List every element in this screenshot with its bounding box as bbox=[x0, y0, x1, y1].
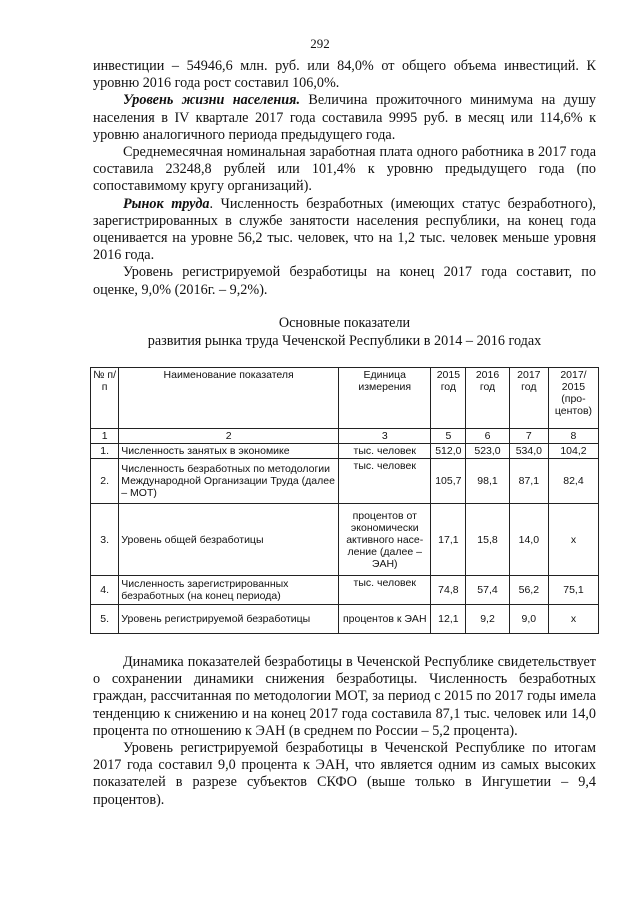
row-number: 5. bbox=[91, 605, 119, 634]
indicator-name: Уровень регистрируемой безработицы bbox=[119, 605, 339, 634]
heading-labor-market: Рынок труда bbox=[123, 195, 210, 212]
value-2016: 9,2 bbox=[466, 605, 510, 634]
unit: тыс. человек bbox=[339, 459, 431, 504]
column-number: 5 bbox=[431, 429, 466, 444]
value-2016: 98,1 bbox=[466, 459, 510, 504]
table-header-row bbox=[91, 368, 599, 429]
table-row bbox=[91, 444, 599, 459]
page-number: 292 bbox=[310, 36, 330, 51]
header-cell: Наименование показателя bbox=[119, 368, 339, 429]
indicator-name: Численность зарегистрированных безработных (на конец периода) bbox=[119, 576, 339, 605]
column-number: 3 bbox=[339, 429, 431, 444]
value-ratio: 82,4 bbox=[548, 459, 598, 504]
table-row bbox=[91, 576, 599, 605]
column-number: 7 bbox=[509, 429, 548, 444]
value-2017: 534,0 bbox=[509, 444, 548, 459]
row-number: 3. bbox=[91, 504, 119, 576]
text-upper bbox=[93, 58, 596, 350]
value-2017: 14,0 bbox=[509, 504, 548, 576]
value-ratio: х bbox=[548, 605, 598, 634]
table-title-line1: Основные показатели bbox=[278, 314, 411, 331]
header-cell: № п/п bbox=[91, 368, 119, 429]
unit: процентов от экономически активного насе-ление (далее – ЭАН) bbox=[339, 504, 431, 576]
paragraph-wages: Среднемесячная номинальная заработная плата одного работника в 2017 года составила 23248,8 рублей или 101,4% к уровню предыдущего года (по сопоставимому кругу организаций). bbox=[93, 144, 596, 195]
value-ratio: х bbox=[548, 504, 598, 576]
heading-living-standard: Уровень жизни населения. bbox=[123, 92, 301, 109]
header-cell: 2016 год bbox=[466, 368, 510, 429]
value-2016: 15,8 bbox=[466, 504, 510, 576]
paragraph-registered-level: Уровень регистрируемой безработицы в Чеченской Республике по итогам 2017 года составил 9,0 процента к ЭАН, что является одним из самых высоких показателей в разрезе субъектов СКФО (выше только в Ингушетии – 9,4 процентов). bbox=[93, 740, 596, 808]
column-number-row bbox=[91, 429, 599, 444]
table-title-line2: развития рынка труда Чеченской Республики в 2014 – 2016 годах bbox=[147, 332, 542, 349]
value-2016: 523,0 bbox=[466, 444, 510, 459]
value-2017: 87,1 bbox=[509, 459, 548, 504]
value-2015: 512,0 bbox=[431, 444, 466, 459]
table-row bbox=[91, 605, 599, 634]
labor-market-text: . Численность безработных (имеющих статус безработного), зарегистрированных в службе занятости населения республики, на конец года оценивается на уровне 56,2 тыс. человек, что на 1,2 тыс. человек меньше уровня 2016 года. bbox=[93, 195, 596, 264]
column-number: 6 bbox=[466, 429, 510, 444]
header-cell: 2017/ 2015 (про-центов) bbox=[548, 368, 598, 429]
value-2015: 74,8 bbox=[431, 576, 466, 605]
header-cell: 2015 год bbox=[431, 368, 466, 429]
value-ratio: 75,1 bbox=[548, 576, 598, 605]
indicator-name: Численность занятых в экономике bbox=[119, 444, 339, 459]
column-number: 8 bbox=[548, 429, 598, 444]
value-ratio: 104,2 bbox=[548, 444, 598, 459]
header-cell: Единица измерения bbox=[339, 368, 431, 429]
table-row bbox=[91, 504, 599, 576]
living-standard-text: Величина прожиточного минимума на душу населения в IV квартале 2017 года составила 9995 руб. в месяц или 114,6% к уровню аналогичного периода предыдущего года. bbox=[93, 92, 596, 143]
labor-market-table bbox=[90, 367, 599, 634]
indicator-name: Уровень общей безработицы bbox=[119, 504, 339, 576]
paragraph-investments: инвестиции – 54946,6 млн. руб. или 84,0% от общего объема инвестиций. К уровню 2016 года рост составил 106,0%. bbox=[93, 58, 596, 92]
indicator-name: Численность безработных по методологии Международной Организации Труда (далее – МОТ) bbox=[119, 459, 339, 504]
value-2015: 105,7 bbox=[431, 459, 466, 504]
paragraph-unemployment-dynamics: Динамика показателей безработицы в Чеченской Республике свидетельствует о сохранении динамики снижения безработицы. Численность безработных граждан, рассчитанная по методологии МОТ, за период с 2015 по 2017 годы имела тенденцию к снижению и на конец 2017 года составила 87,1 тыс. человек или 14,0 процента по отношению к ЭАН (в среднем по России – 5,2 процента). bbox=[93, 654, 596, 739]
unit: тыс. человек bbox=[339, 444, 431, 459]
value-2015: 17,1 bbox=[431, 504, 466, 576]
column-number: 1 bbox=[91, 429, 119, 444]
value-2016: 57,4 bbox=[466, 576, 510, 605]
value-2017: 9,0 bbox=[509, 605, 548, 634]
paragraph-living-standard bbox=[93, 92, 596, 144]
text-lower bbox=[93, 654, 596, 809]
value-2017: 56,2 bbox=[509, 576, 548, 605]
unit: тыс. человек bbox=[339, 576, 431, 605]
row-number: 1. bbox=[91, 444, 119, 459]
unit: процентов к ЭАН bbox=[339, 605, 431, 634]
table-row bbox=[91, 459, 599, 504]
value-2015: 12,1 bbox=[431, 605, 466, 634]
row-number: 2. bbox=[91, 459, 119, 504]
paragraph-labor-market bbox=[93, 196, 596, 265]
header-cell: 2017 год bbox=[509, 368, 548, 429]
row-number: 4. bbox=[91, 576, 119, 605]
column-number: 2 bbox=[119, 429, 339, 444]
paragraph-registered-unemployment: Уровень регистрируемой безработицы на конец 2017 года составит, по оценке, 9,0% (2016г. – 9,2%). bbox=[93, 264, 596, 298]
